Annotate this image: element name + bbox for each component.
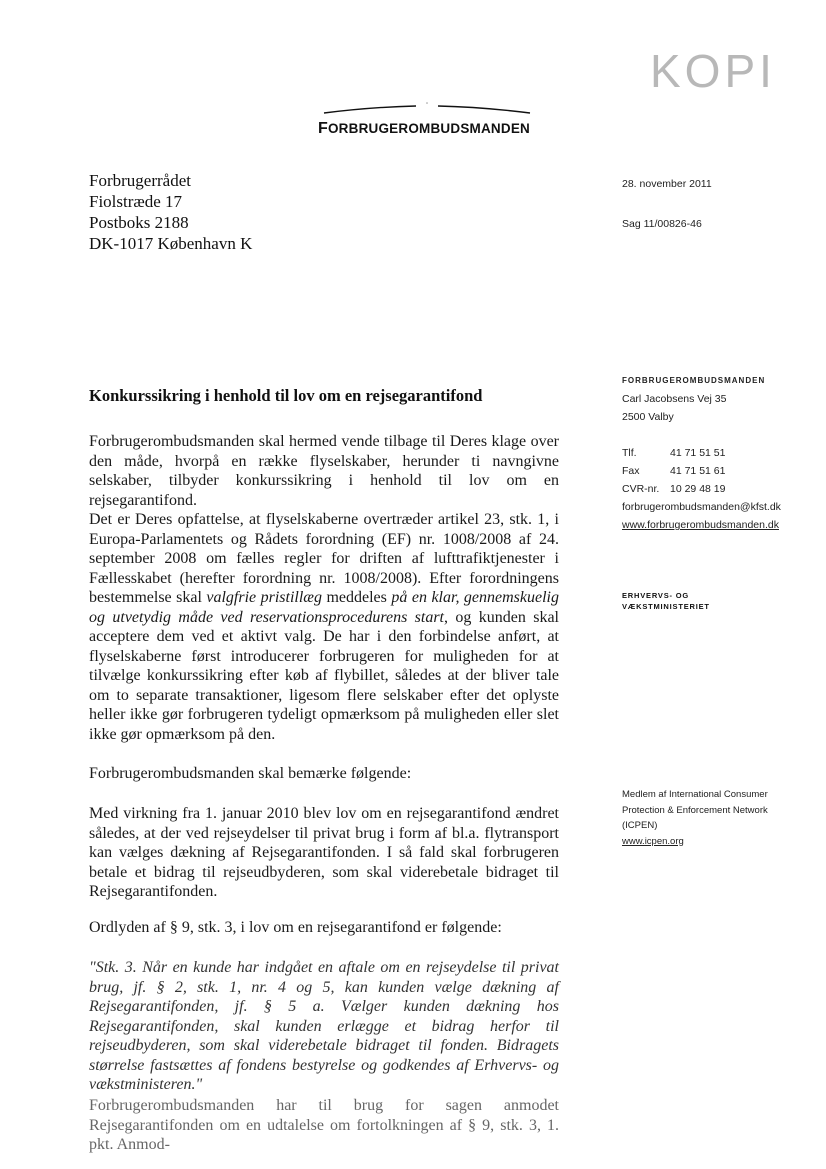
paragraph-1: [89, 432, 559, 510]
case-number: Sag 11/00826-46: [622, 218, 702, 230]
paragraph-2: [89, 510, 559, 744]
emphasis-text: på en klar, gennemskuelig og utvetydig måde ved reservationsprocedurens start: [89, 589, 559, 626]
recipient-address: [89, 170, 252, 254]
icpen-website-link[interactable]: www.icpen.org: [622, 835, 684, 847]
paragraph-5: [89, 918, 559, 938]
ministry-line: VÆKSTMINISTERIET: [622, 602, 710, 611]
logo-rest: ORBRUGEROMBUDSMANDEN: [327, 121, 530, 136]
recipient-line: Fiolstræde 17: [89, 192, 183, 211]
recipient-line: Postboks 2188: [89, 213, 189, 232]
letter-date: 28. november 2011: [622, 178, 712, 190]
contact-phone: Tlf. 41 71 51 51: [622, 447, 726, 459]
paragraph-text: [89, 510, 559, 744]
paragraph-text: Forbrugerombudsmanden har til brug for sagen anmodet Rejsegarantifonden om en udtalelse om fortolkningen af § 9, stk. 3, 1. pkt. Anmod-: [89, 1097, 559, 1153]
text-run: Det er Deres opfattelse, at flyselskaberne overtræder artikel 23, stk. 1, i Europa-Parlamentets og Rådets forordning (EF) nr. 1008/2008 af 24. september 2008 om fælles regler for driften af lufttrafiktjenester i Fællesskabet (herefter forordning nr. 1008/2008). Efter forordningens bestemmelse skal: [89, 511, 559, 606]
sender-email[interactable]: forbrugerombudsmanden@kfst.dk: [622, 501, 781, 513]
icpen-line: Protection & Enforcement Network: [622, 804, 768, 816]
paragraph-6: [89, 1096, 559, 1155]
logo-arc-icon: [322, 100, 532, 116]
contact-cvr: CVR-nr. 10 29 48 19: [622, 483, 726, 495]
paragraph-text: Ordlyden af § 9, stk. 3, i lov om en rejsegarantifond er følgende:: [89, 919, 502, 936]
text-run: , og kunden skal acceptere dem ved et aktivt valg. De har i den forbindelse anført, at flyselskaberne først introducerer forbrugeren for muligheden for at tilvælge konkurssikring efter køb af flybillet, således at der bliver tale om to separate transaktioner, ligesom flere selskaber efter det oplyste heller ikke gør forbrugeren tydeligt opmærksom på muligheden eller slet ikke gør opmærksom på den.: [89, 608, 560, 743]
paragraph-4: [89, 804, 559, 902]
sender-city: 2500 Valby: [622, 411, 674, 423]
sender-org: FORBRUGEROMBUDSMANDEN: [622, 376, 766, 385]
icpen-line: (ICPEN): [622, 820, 658, 831]
sender-block: [622, 372, 781, 534]
sender-website-link[interactable]: www.forbrugerombudsmanden.dk: [622, 519, 779, 531]
letterhead-org-name: [318, 120, 530, 138]
paragraph-text: Forbrugerombudsmanden skal bemærke følgende:: [89, 765, 412, 782]
paragraph-3: [89, 764, 559, 784]
recipient-line: DK-1017 København K: [89, 234, 253, 253]
contact-fax: Fax 41 71 51 61: [622, 465, 726, 477]
emphasis-text: valgfrie pristillæg: [206, 589, 322, 606]
text-run: meddeles: [321, 589, 392, 606]
icpen-line: Medlem af International Consumer: [622, 789, 768, 800]
icpen-membership: [622, 787, 768, 849]
copy-stamp: KOPI: [650, 45, 776, 97]
quote-text: "Stk. 3. Når en kunde har indgået en aftale om en rejseydelse til privat brug, jf. § 2, stk. 1, nr. 4 og 5, kan kunden vælge dækning af Rejsegarantifonden, jf. § 5 a. Vælger kunden dækning hos Rejsegarantifonden, skal kunden erlægge et bidrag herfor til rejseudbyderen, som skal viderebetale bidraget til fonden. Bidragets størrelse fastsættes af fondens bestyrelse og godkendes af Erhvervs- og vækstministeren.": [89, 959, 559, 1093]
law-quote: [89, 958, 559, 1095]
ministry-line: ERHVERVS- OG: [622, 591, 689, 600]
paragraph-text: Med virkning fra 1. januar 2010 blev lov om en rejsegarantifond ændret således, at der ved rejseydelser til privat brug i form af bl.a. flytransport kan vælges dækning af Rejsegarantifonden. I så fald skal forbrugeren betale et bidrag til rejseudbyderen, som skal viderebetale bidraget til Rejsegarantifonden.: [89, 805, 559, 900]
paragraph-text: Forbrugerombudsmanden skal hermed vende tilbage til Deres klage over den måde, hvorpå en række flyselskaber, herunder ti navngivne selskaber, tilbyder konkurssikring i henhold til lov om en rejsegarantifond.: [89, 433, 559, 509]
ministry-name: [622, 590, 710, 612]
logo-initial: F: [318, 120, 328, 137]
recipient-line: Forbrugerrådet: [89, 171, 191, 190]
sender-street: Carl Jacobsens Vej 35: [622, 393, 727, 405]
letter-title: Konkurssikring i henhold til lov om en rejsegarantifond: [89, 386, 483, 405]
